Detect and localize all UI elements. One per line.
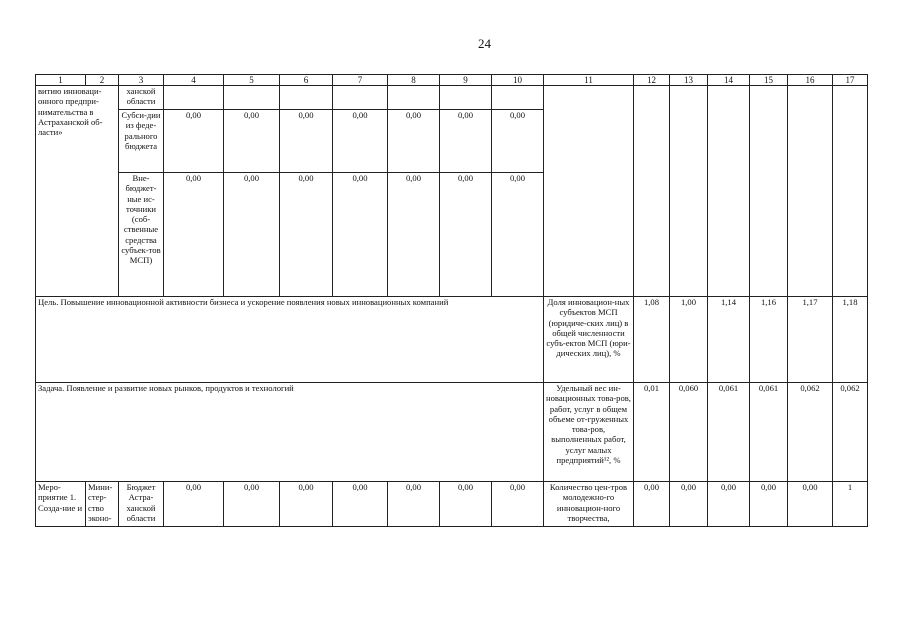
- target-value: 1,14: [708, 297, 750, 383]
- source-cell: ханской области: [119, 86, 164, 110]
- header-row: [36, 75, 868, 86]
- target-value: 1,08: [634, 297, 670, 383]
- target-value: 1: [833, 482, 868, 527]
- value-cell: 0,00: [492, 173, 544, 297]
- task-row: [36, 383, 868, 482]
- value-cell: 0,00: [440, 482, 492, 527]
- header-cell: 15: [750, 75, 788, 86]
- value-cell: 0,00: [280, 173, 333, 297]
- header-cell: 5: [224, 75, 280, 86]
- header-cell: 16: [788, 75, 833, 86]
- header-cell: 3: [119, 75, 164, 86]
- goal-row: [36, 297, 868, 383]
- value-cell: 0,00: [224, 173, 280, 297]
- source-cell: Бюджет Астра-ханской области: [119, 482, 164, 527]
- page-number: 24: [478, 36, 491, 51]
- target-value: 1,16: [750, 297, 788, 383]
- target-value: 0,062: [788, 383, 833, 482]
- header-cell: 14: [708, 75, 750, 86]
- target-value: 0,00: [634, 482, 670, 527]
- header-cell: 6: [280, 75, 333, 86]
- table-row: [36, 86, 868, 110]
- measure-name-cell: витию инноваци-онного предпри-нимательства в Астраханской об-ласти»: [36, 86, 119, 297]
- value-cell: 0,00: [492, 482, 544, 527]
- target-value: 1,17: [788, 297, 833, 383]
- value-cell: 0,00: [333, 482, 388, 527]
- value-cell: 0,00: [164, 482, 224, 527]
- header-cell: 10: [492, 75, 544, 86]
- indicator-cell: [544, 86, 634, 297]
- event-executor: Мини-стер-ство эконо-: [86, 482, 119, 527]
- header-cell: 9: [440, 75, 492, 86]
- program-table: [35, 74, 868, 527]
- value-cell: 0,00: [224, 110, 280, 173]
- task-indicator: Удельный вес ин-новационных това-ров, работ, услуг в общем объеме от-груженных това-ров, выполненных работ, услуг малых предприятий¹², %: [544, 383, 634, 482]
- header-cell: 12: [634, 75, 670, 86]
- header-cell: 11: [544, 75, 634, 86]
- value-cell: 0,00: [492, 110, 544, 173]
- source-cell: Вне-бюджет-ные ис-точники (соб-ственные средства субъек-тов МСП): [119, 173, 164, 297]
- header-cell: 1: [36, 75, 86, 86]
- value-cell: 0,00: [164, 110, 224, 173]
- target-value: 0,062: [833, 383, 868, 482]
- value-cell: 0,00: [440, 110, 492, 173]
- target-value: 0,01: [634, 383, 670, 482]
- target-value: 0,00: [788, 482, 833, 527]
- value-cell: 0,00: [388, 110, 440, 173]
- value-cell: 0,00: [388, 173, 440, 297]
- target-value: 0,00: [750, 482, 788, 527]
- target-value: 1,18: [833, 297, 868, 383]
- header-cell: 17: [833, 75, 868, 86]
- value-cell: 0,00: [388, 482, 440, 527]
- header-cell: 7: [333, 75, 388, 86]
- target-value: 0,060: [670, 383, 708, 482]
- header-cell: 8: [388, 75, 440, 86]
- target-value: 0,061: [708, 383, 750, 482]
- header-cell: 4: [164, 75, 224, 86]
- event-row: [36, 482, 868, 527]
- value-cell: 0,00: [280, 110, 333, 173]
- value-cell: 0,00: [333, 173, 388, 297]
- target-value: 1,00: [670, 297, 708, 383]
- task-text: Задача. Появление и развитие новых рынков, продуктов и технологий: [36, 383, 544, 482]
- event-name: Меро-приятие 1. Созда-ние и: [36, 482, 86, 527]
- value-cell: 0,00: [440, 173, 492, 297]
- target-value: 0,00: [670, 482, 708, 527]
- header-cell: 2: [86, 75, 119, 86]
- target-value: 0,061: [750, 383, 788, 482]
- value-cell: 0,00: [224, 482, 280, 527]
- source-cell: Субси-дии из феде-рального бюджета: [119, 110, 164, 173]
- value-cell: 0,00: [280, 482, 333, 527]
- event-indicator: Количество цен-тров молодежно-го инновацион-ного творчества,: [544, 482, 634, 527]
- target-value: 0,00: [708, 482, 750, 527]
- value-cell: 0,00: [333, 110, 388, 173]
- goal-indicator: Доля инновацион-ных субъектов МСП (юридиче-ских лиц) в общей численности субъ-ектов МСП (юри-дических лиц), %: [544, 297, 634, 383]
- goal-text: Цель. Повышение инновационной активности бизнеса и ускорение появления новых инновационных компаний: [36, 297, 544, 383]
- header-cell: 13: [670, 75, 708, 86]
- value-cell: 0,00: [164, 173, 224, 297]
